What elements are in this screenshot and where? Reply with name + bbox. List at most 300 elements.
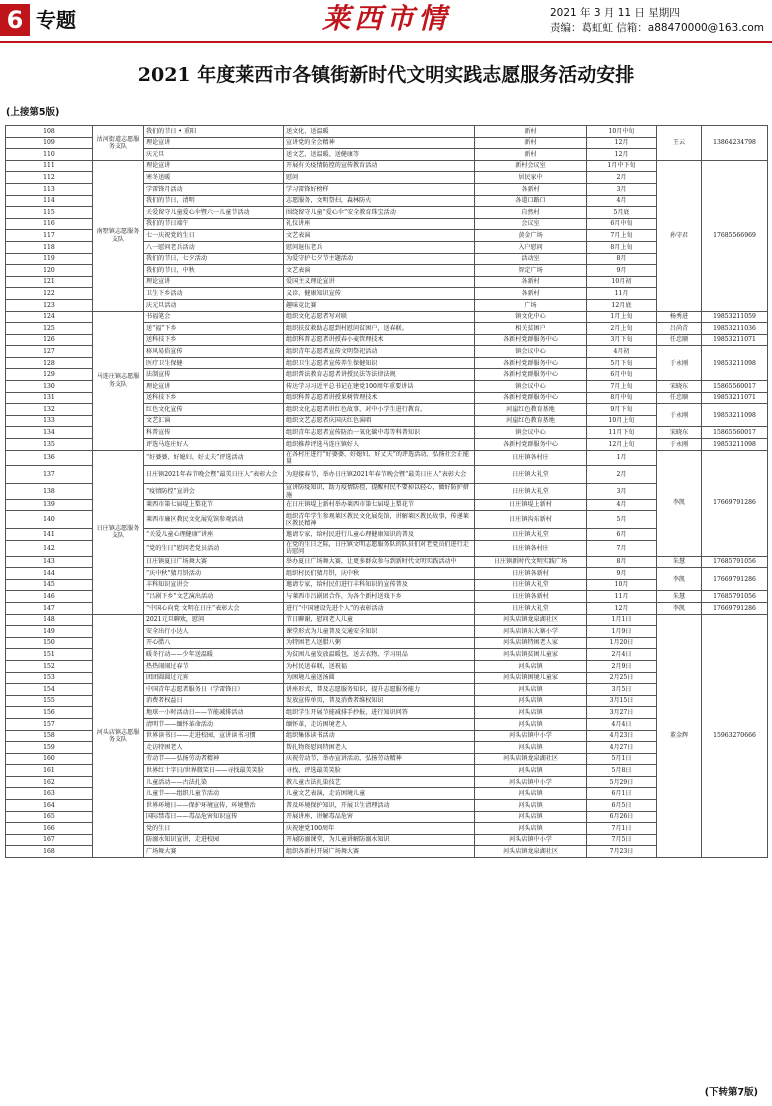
- activity-name: 莱西市廉区教民文化展览馆参观活动: [144, 511, 284, 529]
- activity-place: 河头店镇中小学: [475, 776, 587, 788]
- activity-content: 为迎接春节，举办日庄镇2021年春节晚会暨“最美日庄人”表彰大会: [284, 466, 475, 484]
- activity-time: 4月初: [587, 346, 657, 358]
- continued-to: (下转第7版): [704, 1087, 758, 1098]
- activity-content: 趣味竞比赛: [284, 299, 475, 311]
- activity-time: 11月: [587, 591, 657, 603]
- row-number: 149: [6, 626, 93, 638]
- activity-place: 各新村党群服务中心: [475, 369, 587, 381]
- activity-content: 开展有关疫情防控的宣传教育活动: [284, 160, 475, 172]
- activity-name: 评选马连庄好人: [144, 439, 284, 451]
- activity-name: 暖冬行动——少年送温暖: [144, 649, 284, 661]
- table-row: [6, 450, 768, 466]
- activity-name: 送科技下乡: [144, 392, 284, 404]
- activity-name: 丰科知识宣讲会: [144, 579, 284, 591]
- row-number: 112: [6, 172, 93, 184]
- activity-time: 1月1日: [587, 614, 657, 626]
- activity-content: 慰问退伍老兵: [284, 241, 475, 253]
- activity-time: 12月底: [587, 299, 657, 311]
- row-number: 139: [6, 499, 93, 511]
- contact-person: 李凯: [657, 568, 702, 591]
- activity-place: 各新村党群服务中心: [475, 357, 587, 369]
- activity-content: 组织各新村开展广场舞大赛: [284, 846, 475, 858]
- row-number: 158: [6, 730, 93, 742]
- header-rule: [0, 41, 772, 43]
- row-number: 165: [6, 811, 93, 823]
- activity-content: 寻找、评选最美笑脸: [284, 765, 475, 777]
- activity-content: 组织文化志愿者写对联: [284, 311, 475, 323]
- activity-place: 各道口路口: [475, 195, 587, 207]
- activity-time: 1月: [587, 450, 657, 466]
- activity-content: 组织科普志愿者讲授春小麦管理技术: [284, 334, 475, 346]
- activity-content: 学习雷锋好榜样: [284, 183, 475, 195]
- row-number: 118: [6, 241, 93, 253]
- header-info: [550, 6, 764, 36]
- unit-name: 河头店镇志愿服务支队: [93, 614, 144, 857]
- activity-name: 儿童活动——古法扎染: [144, 776, 284, 788]
- activity-name: 世界读书日——走进校园，宣讲读书习惯: [144, 730, 284, 742]
- activity-time: 4月23日: [587, 730, 657, 742]
- activity-name: 送“福”下乡: [144, 323, 284, 335]
- activity-content: 在日庄镇堤上新村举办莱西市第七届堤上梨花节: [284, 499, 475, 511]
- activity-time: 5月底: [587, 207, 657, 219]
- activity-place: 河崖红色教育基地: [475, 415, 587, 427]
- activity-place: 新村会议室: [475, 160, 587, 172]
- activity-time: 10月上旬: [587, 415, 657, 427]
- activity-name: 我们的节日端午: [144, 218, 284, 230]
- activity-time: 5月下旬: [587, 357, 657, 369]
- activity-name: 八一慰问老兵活动: [144, 241, 284, 253]
- activity-content: 送文艺、送温暖、送健康等: [284, 149, 475, 161]
- activity-time: 12月: [587, 602, 657, 614]
- activity-content: 文艺表演: [284, 265, 475, 277]
- activity-name: 理论宣讲: [144, 381, 284, 393]
- contact-person: 杨秀进: [657, 311, 702, 323]
- newspaper-logo: 莱西市情: [321, 2, 450, 35]
- contact-phone: 15865560017: [702, 427, 768, 439]
- activity-content: 为村民送春联，送祝福: [284, 660, 475, 672]
- activity-content: 组织科普志愿者讲授果树管理技术: [284, 392, 475, 404]
- contact-phone: 15865560017: [702, 381, 768, 393]
- unit-name: 日庄镇志愿服务支队: [93, 450, 144, 614]
- table-row: [6, 126, 768, 138]
- activity-content: 庆祝建党100周年: [284, 823, 475, 835]
- activity-content: 组织学生开展节能减排手抄报，进行知识问答: [284, 707, 475, 719]
- activity-time: 7月1日: [587, 823, 657, 835]
- activity-time: 7月23日: [587, 846, 657, 858]
- activity-name: “关爱儿童心理健康”讲座: [144, 529, 284, 541]
- activity-name: “疫情防控”宣讲会: [144, 484, 284, 500]
- contact-phone: 17669791286: [702, 450, 768, 556]
- page-title: 2021 年度莱西市各镇街新时代文明实践志愿服务活动安排: [137, 64, 635, 86]
- activity-time: 6月: [587, 529, 657, 541]
- activity-time: 7月上旬: [587, 381, 657, 393]
- row-number: 131: [6, 392, 93, 404]
- row-number: 111: [6, 160, 93, 172]
- activity-place: 自然村: [475, 207, 587, 219]
- activity-name: 七一庆祝党的生日: [144, 230, 284, 242]
- activity-place: 日庄镇各村庄: [475, 541, 587, 557]
- activity-place: 镇会议中心: [475, 427, 587, 439]
- activity-time: 5月29日: [587, 776, 657, 788]
- activity-content: 在各村庄进行“好婆婆、好媳妇、好丈夫”的评选活动，弘扬社会正能量: [284, 450, 475, 466]
- activity-place: 日庄镇堤上新村: [475, 499, 587, 511]
- activity-content: 文艺表演: [284, 230, 475, 242]
- activity-time: 7月上旬: [587, 230, 657, 242]
- activity-name: 我们的节日 • 重阳: [144, 126, 284, 138]
- activity-place: 日庄镇大礼堂: [475, 579, 587, 591]
- activity-place: 日庄镇沟东新村: [475, 511, 587, 529]
- activity-name: 红色文化宣传: [144, 404, 284, 416]
- row-number: 161: [6, 765, 93, 777]
- contact-person: 孙守君: [657, 160, 702, 311]
- activity-name: 关爱留守儿童爱心伞暨六一儿童节活动: [144, 207, 284, 219]
- activity-time: 6月中旬: [587, 369, 657, 381]
- activity-name: “吕剧下乡”文艺演出活动: [144, 591, 284, 603]
- row-number: 147: [6, 602, 93, 614]
- row-number: 114: [6, 195, 93, 207]
- row-number: 154: [6, 684, 93, 696]
- activity-place: 河头店镇: [475, 718, 587, 730]
- contact-phone: 17685791056: [702, 556, 768, 568]
- activity-place: 河头店镇: [475, 800, 587, 812]
- activity-name: 庆元旦: [144, 149, 284, 161]
- row-number: 117: [6, 230, 93, 242]
- row-number: 113: [6, 183, 93, 195]
- row-number: 109: [6, 137, 93, 149]
- row-number: 159: [6, 742, 93, 754]
- row-number: 142: [6, 541, 93, 557]
- activity-place: 镇文化中心: [475, 311, 587, 323]
- row-number: 135: [6, 439, 93, 451]
- activity-name: 理论宣讲: [144, 160, 284, 172]
- activity-place: 各新村党群服务中心: [475, 334, 587, 346]
- activity-time: 5月: [587, 511, 657, 529]
- contact-phone: 19853211071: [702, 392, 768, 404]
- contact-phone: 17685791056: [702, 591, 768, 603]
- activity-place: 各新村: [475, 288, 587, 300]
- activity-time: 12月: [587, 149, 657, 161]
- activity-time: 2月: [587, 172, 657, 184]
- activity-name: 莱西市第七届堤上梨花节: [144, 499, 284, 511]
- activity-time: 2月4日: [587, 649, 657, 661]
- activity-time: 8月上旬: [587, 241, 657, 253]
- activity-place: 智定广场: [475, 265, 587, 277]
- row-number: 130: [6, 381, 93, 393]
- activity-place: 新村: [475, 149, 587, 161]
- activity-time: 10月: [587, 579, 657, 591]
- activity-content: 儿童文艺表演，走访困境儿童: [284, 788, 475, 800]
- activity-time: 12月: [587, 137, 657, 149]
- row-number: 152: [6, 660, 93, 672]
- activity-name: 文艺汇演: [144, 415, 284, 427]
- activity-place: 新村: [475, 126, 587, 138]
- activity-name: 世界红十字日/世界微笑日——寻找最美笑脸: [144, 765, 284, 777]
- activity-content: 邀请专家，给村民进行儿童心理健康知识的普及: [284, 529, 475, 541]
- activity-place: 活动室: [475, 253, 587, 265]
- activity-name: 理论宣讲: [144, 276, 284, 288]
- row-number: 150: [6, 637, 93, 649]
- activity-time: 10月中旬: [587, 126, 657, 138]
- activity-time: 3月15日: [587, 695, 657, 707]
- row-number: 156: [6, 707, 93, 719]
- activity-time: 3月下旬: [587, 334, 657, 346]
- activity-time: 3月5日: [587, 684, 657, 696]
- activity-place: 河头店镇: [475, 660, 587, 672]
- activity-place: 黄金广场: [475, 230, 587, 242]
- activity-content: 志愿服务，文明祭扫，森林防火: [284, 195, 475, 207]
- contact-person: 宋晓东: [657, 381, 702, 393]
- contact-person: 李凯: [657, 450, 702, 556]
- activity-place: 日庄镇大礼堂: [475, 466, 587, 484]
- activity-content: 组织青年志愿者宣传防治一氧化碳中毒等科普知识: [284, 427, 475, 439]
- contact-phone: 19853211071: [702, 334, 768, 346]
- row-number: 123: [6, 299, 93, 311]
- activity-content: 与莱西市吕剧团合作，为各个新村送戏下乡: [284, 591, 475, 603]
- activity-place: 河头店镇困境儿童家: [475, 672, 587, 684]
- row-number: 115: [6, 207, 93, 219]
- activity-place: 各新村党群服务中心: [475, 439, 587, 451]
- row-number: 127: [6, 346, 93, 358]
- activity-place: 广场: [475, 299, 587, 311]
- row-number: 137: [6, 466, 93, 484]
- activity-time: 4月: [587, 195, 657, 207]
- activity-content: 组织卫生志愿者宣传养生保健知识: [284, 357, 475, 369]
- contact-person: 任忠顺: [657, 334, 702, 346]
- activity-place: 日庄镇大礼堂: [475, 602, 587, 614]
- activity-place: 河头店镇中小学: [475, 730, 587, 742]
- activity-name: 热热闹闹过春节: [144, 660, 284, 672]
- activity-content: 课堂形式为儿童普及交通安全知识: [284, 626, 475, 638]
- activity-content: 邀请专家，给村民们进行丰科知识的宣传普及: [284, 579, 475, 591]
- activity-place: 河崖红色教育基地: [475, 404, 587, 416]
- activity-place: 河头店镇: [475, 695, 587, 707]
- schedule-table: [5, 125, 768, 858]
- activity-place: 入户慰问: [475, 241, 587, 253]
- activity-name: 送科技下乡: [144, 334, 284, 346]
- row-number: 129: [6, 369, 93, 381]
- activity-name: 医疗卫生保健: [144, 357, 284, 369]
- activity-name: 我们的节日，七夕活动: [144, 253, 284, 265]
- activity-time: 9月: [587, 568, 657, 580]
- row-number: 144: [6, 568, 93, 580]
- contact-person: 李凯: [657, 602, 702, 614]
- contact-person: 吕尚青: [657, 323, 702, 335]
- activity-content: 送文化、送温暖: [284, 126, 475, 138]
- row-number: 160: [6, 753, 93, 765]
- row-number: 162: [6, 776, 93, 788]
- activity-content: 为爱守护七夕节主题活动: [284, 253, 475, 265]
- activity-content: 举办夏日广场舞大赛，让更多群众参与到新时代文明实践活动中: [284, 556, 475, 568]
- row-number: 166: [6, 823, 93, 835]
- row-number: 108: [6, 126, 93, 138]
- activity-time: 8月: [587, 253, 657, 265]
- activity-content: 组织集体读书活动: [284, 730, 475, 742]
- schedule-table-body: [6, 126, 768, 858]
- activity-time: 6月1日: [587, 788, 657, 800]
- row-number: 145: [6, 579, 93, 591]
- contact-person: 宋晓东: [657, 427, 702, 439]
- activity-content: 传达学习习近平总书记在建党100周年重要讲话: [284, 381, 475, 393]
- activity-time: 11月: [587, 288, 657, 300]
- activity-name: 我们的节日，中秋: [144, 265, 284, 277]
- row-number: 125: [6, 323, 93, 335]
- activity-name: “中国心向党 文明在日庄”表彰大会: [144, 602, 284, 614]
- row-number: 151: [6, 649, 93, 661]
- activity-content: 义诊、健康知识宣传: [284, 288, 475, 300]
- activity-content: 发放宣传单页，普及消费者维权知识: [284, 695, 475, 707]
- activity-time: 6月中旬: [587, 218, 657, 230]
- activity-name: 移风易俗宣传: [144, 346, 284, 358]
- activity-place: 镇会议中心: [475, 381, 587, 393]
- activity-name: 走访特困老人: [144, 742, 284, 754]
- activity-place: 日庄镇各新村: [475, 568, 587, 580]
- row-number: 163: [6, 788, 93, 800]
- row-number: 134: [6, 427, 93, 439]
- activity-content: 宣讲党的全会精神: [284, 137, 475, 149]
- activity-name: 地球一小时活动日——节能减排活动: [144, 707, 284, 719]
- activity-name: 书福笔会: [144, 311, 284, 323]
- activity-content: 宣讲防疫知识，助力疫情防控，提醒村民不要掉以轻心，做好防护措施: [284, 484, 475, 500]
- activity-time: 1月20日: [587, 637, 657, 649]
- activity-content: 组织文艺志愿者庆国庆红色演唱: [284, 415, 475, 427]
- section-name: 专题: [36, 8, 76, 32]
- page-number: 6: [0, 4, 30, 36]
- activity-content: 组织普法教育志愿者讲授民法等法律法规: [284, 369, 475, 381]
- contact-person: 于永刚: [657, 439, 702, 451]
- activity-time: 2月9日: [587, 660, 657, 672]
- activity-place: 河头店镇: [475, 811, 587, 823]
- activity-name: 防溺水知识宣讲，走进校园: [144, 834, 284, 846]
- activity-time: 3月: [587, 484, 657, 500]
- activity-time: 9月: [587, 265, 657, 277]
- activity-content: 慰问: [284, 172, 475, 184]
- activity-place: 河头店镇: [475, 707, 587, 719]
- activity-content: 缅怀革，走访困境老人: [284, 718, 475, 730]
- activity-content: 组织推荐评选马连庄镇好人: [284, 439, 475, 451]
- activity-place: 河头店镇中小学: [475, 834, 587, 846]
- activity-time: 2月25日: [587, 672, 657, 684]
- activity-time: 11月下旬: [587, 427, 657, 439]
- row-number: 110: [6, 149, 93, 161]
- activity-content: 组织文化志愿者讲红色故事，对中小学生进行教育。: [284, 404, 475, 416]
- activity-time: 3月27日: [587, 707, 657, 719]
- activity-name: 科普宣传: [144, 427, 284, 439]
- activity-content: 在党的生日之际，日庄镇文明志愿服务队的队员们对老党员们进行走访慰问: [284, 541, 475, 557]
- activity-name: 世界环境日——保护环境宣传，环境整治: [144, 800, 284, 812]
- activity-place: 相关贫困户: [475, 323, 587, 335]
- row-number: 146: [6, 591, 93, 603]
- activity-name: 庆元旦活动: [144, 299, 284, 311]
- activity-name: 党的生日: [144, 823, 284, 835]
- contact-phone: 19853211036: [702, 323, 768, 335]
- contact-person: 于永刚: [657, 404, 702, 427]
- activity-place: 河头店镇: [475, 684, 587, 696]
- activity-name: “好婆婆、好媳妇、好丈夫”评选活动: [144, 450, 284, 466]
- activity-time: 5月8日: [587, 765, 657, 777]
- activity-place: 河头店镇龙泉湖社区: [475, 614, 587, 626]
- activity-time: 6月5日: [587, 800, 657, 812]
- activity-content: 普及环境保护知识，开展卫生清理活动: [284, 800, 475, 812]
- activity-time: 4月27日: [587, 742, 657, 754]
- activity-place: 河头店镇龙泉湖社区: [475, 753, 587, 765]
- row-number: 124: [6, 311, 93, 323]
- activity-content: 组织村民们猜月饼，庆中秋: [284, 568, 475, 580]
- contact-phone: 17669791286: [702, 602, 768, 614]
- row-number: 119: [6, 253, 93, 265]
- activity-time: 10月初: [587, 276, 657, 288]
- continued-from: (上接第5版): [6, 107, 60, 118]
- activity-place: 河头店镇东大寨小学: [475, 626, 587, 638]
- activity-time: 8月中旬: [587, 392, 657, 404]
- contact-phone: 19853211098: [702, 346, 768, 381]
- activity-name: 日庄镇2021年春节晚会暨“最美日庄人”表彰大会: [144, 466, 284, 484]
- activity-content: 为特困老人送腊八粥: [284, 637, 475, 649]
- activity-time: 6月26日: [587, 811, 657, 823]
- contact-phone: 17685566969: [702, 160, 768, 311]
- contact-phone: 19853211059: [702, 311, 768, 323]
- row-number: 140: [6, 511, 93, 529]
- activity-name: 2021元旦聊欢，慰问: [144, 614, 284, 626]
- contact-phone: 19853211098: [702, 439, 768, 451]
- activity-place: 河头店镇龙泉湖社区: [475, 846, 587, 858]
- contact-person: 朱慧: [657, 591, 702, 603]
- activity-content: 组织青年志愿者宣传文明祭祀活动: [284, 346, 475, 358]
- activity-place: 日庄镇大礼堂: [475, 529, 587, 541]
- row-number: 141: [6, 529, 93, 541]
- activity-content: 礼仪讲座: [284, 218, 475, 230]
- activity-place: 河头店镇: [475, 742, 587, 754]
- activity-time: 5月1日: [587, 753, 657, 765]
- activity-place: 河头店镇: [475, 765, 587, 777]
- contact-person: 王云: [657, 126, 702, 161]
- activity-content: 爱国主义理论宣讲: [284, 276, 475, 288]
- row-number: 120: [6, 265, 93, 277]
- contact-phone: 17669791286: [702, 568, 768, 591]
- activity-place: 各新村: [475, 276, 587, 288]
- activity-content: 讲座形式，普及志愿服务知识，提升志愿服务能力: [284, 684, 475, 696]
- activity-place: 河头店镇特困老人家: [475, 637, 587, 649]
- unit-name: 马连庄镇志愿服务支队: [93, 311, 144, 450]
- activity-name: 日庄镇夏日广场舞大赛: [144, 556, 284, 568]
- editor-info: 责编：葛虹虹 信箱：a88470000@163.com: [549, 22, 764, 34]
- activity-content: 组织扶贫救助志愿到村慰问贫困户，送春联。: [284, 323, 475, 335]
- activity-place: 镇会议中心: [475, 346, 587, 358]
- activity-time: 4月: [587, 499, 657, 511]
- activity-content: 开展讲座，讲解毒品危害: [284, 811, 475, 823]
- activity-content: 为贫困儿童发放温暖包，送去衣物、学习用品: [284, 649, 475, 661]
- row-number: 143: [6, 556, 93, 568]
- activity-time: 1月9日: [587, 626, 657, 638]
- activity-content: 庆祝劳动节，举办宣讲活动，弘扬劳动精神: [284, 753, 475, 765]
- activity-name: 劳动节——弘扬劳动者精神: [144, 753, 284, 765]
- activity-name: 安全出行小达人: [144, 626, 284, 638]
- row-number: 132: [6, 404, 93, 416]
- activity-place: 新村: [475, 137, 587, 149]
- activity-time: 7月5日: [587, 834, 657, 846]
- row-number: 157: [6, 718, 93, 730]
- activity-name: “党的生日”慰问老党员活动: [144, 541, 284, 557]
- activity-name: 国际禁毒日——毒品危害知识宣传: [144, 811, 284, 823]
- row-number: 155: [6, 695, 93, 707]
- row-number: 126: [6, 334, 93, 346]
- activity-time: 9月下旬: [587, 404, 657, 416]
- activity-time: 12月上旬: [587, 439, 657, 451]
- row-number: 148: [6, 614, 93, 626]
- activity-place: 居民家中: [475, 172, 587, 184]
- activity-time: 2月: [587, 466, 657, 484]
- row-number: 128: [6, 357, 93, 369]
- contact-person: 朱慧: [657, 556, 702, 568]
